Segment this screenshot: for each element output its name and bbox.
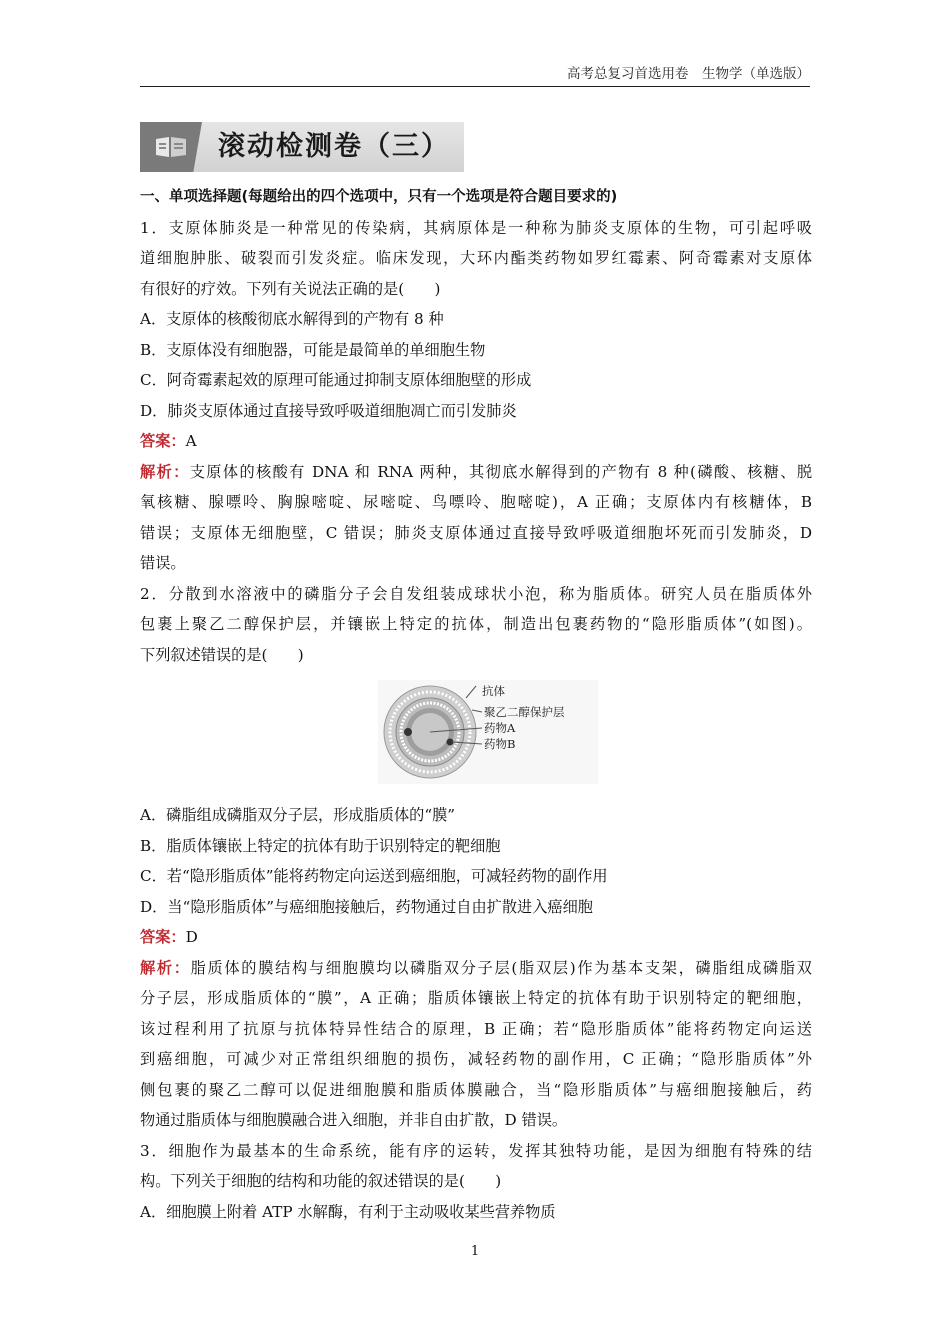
figure-label-antibody: 抗体 <box>482 684 505 698</box>
analysis-text: 支原体的核酸有 DNA 和 RNA 两种，其彻底水解得到的产物有 8 种(磷酸、核糖、脱 <box>189 462 813 481</box>
q1-option-b: B．支原体没有细胞器，可能是最简单的单细胞生物 <box>140 340 486 359</box>
answer-value: D <box>185 928 198 946</box>
q2-stem-line: 2．分散到水溶液中的磷脂分子会自发组装成球状小泡，称为脂质体。研究人员在脂质体外 <box>140 584 812 603</box>
answer-label: 答案： <box>140 432 186 450</box>
analysis-label: 解析： <box>140 958 191 977</box>
q2-analysis-line <box>140 953 812 984</box>
q1-analysis-line: 错误。 <box>140 554 186 572</box>
q3-stem-line: 构。下列关于细胞的结构和功能的叙述错误的是( ) <box>140 1172 502 1190</box>
liposome-figure <box>140 676 812 794</box>
figure-label-drug-b: 药物B <box>484 737 516 751</box>
q3-option-a: A．细胞膜上附着 ATP 水解酶，有利于主动吸收某些营养物质 <box>140 1202 556 1221</box>
q1-analysis-line: 错误；支原体无细胞壁，C 错误；肺炎支原体通过直接导致呼吸道细胞坏死而引发肺炎，D <box>140 523 812 542</box>
q1-option-a: A．支原体的核酸彻底水解得到的产物有 8 种 <box>140 310 444 328</box>
analysis-text: 脂质体的膜结构与细胞膜均以磷脂双分子层(脂双层)作为基本支架，磷脂组成磷脂双 <box>190 958 812 977</box>
q2-analysis-line: 到癌细胞，可减少对正常组织细胞的损伤，减轻药物的副作用，C 正确；“隐形脂质体”外 <box>140 1050 812 1068</box>
q2-analysis-line: 该过程利用了抗原与抗体特异性结合的原理，B 正确；若“隐形脂质体”能将药物定向运送 <box>140 1019 812 1038</box>
q1-analysis-line <box>140 457 812 488</box>
page-header <box>140 64 810 87</box>
q1-stem-line: 1．支原体肺炎是一种常见的传染病，其病原体是一种称为肺炎支原体的生物，可引起呼吸 <box>140 218 812 237</box>
q1-answer <box>140 426 812 457</box>
answer-value: A <box>185 432 197 450</box>
page-title: 滚动检测卷（三） <box>218 131 450 162</box>
page-number: 1 <box>470 1244 480 1259</box>
q2-answer <box>140 922 812 953</box>
q2-stem-line: 下列叙述错误的是( ) <box>140 645 304 664</box>
q1-stem-line: 道细胞肿胀、破裂而引发炎症。临床发现，大环内酯类药物如罗红霉素、阿奇霉素对支原体 <box>140 249 812 267</box>
answer-label: 答案： <box>140 928 186 946</box>
q3-stem-line: 3．细胞作为最基本的生命系统，能有序的运转，发挥其独特功能，是因为细胞有特殊的结 <box>140 1141 812 1160</box>
q2-analysis-line: 分子层，形成脂质体的“膜”，A 正确；脂质体镶嵌上特定的抗体有助于识别特定的靶细胞， <box>140 989 812 1007</box>
header-text: 高考总复习首选用卷 生物学（单选版） <box>567 66 810 82</box>
analysis-label: 解析： <box>140 462 190 481</box>
figure-label-peg: 聚乙二醇保护层 <box>484 705 565 719</box>
q1-analysis-line: 氧核糖、腺嘌呤、胸腺嘧啶、尿嘧啶、鸟嘌呤、胞嘧啶)，A 正确；支原体内有核糖体，B <box>140 493 812 511</box>
q2-option-c: C．若“隐形脂质体”能将药物定向运送到癌细胞，可减轻药物的副作用 <box>140 867 608 885</box>
liposome-diagram <box>378 680 598 784</box>
q2-option-a: A．磷脂组成磷脂双分子层，形成脂质体的“膜” <box>140 806 456 824</box>
q2-option-d: D．当“隐形脂质体”与癌细胞接触后，药物通过自由扩散进入癌细胞 <box>140 897 593 916</box>
section-title: 一、单项选择题(每题给出的四个选项中，只有一个选项是符合题目要求的) <box>140 189 618 205</box>
question-content <box>140 182 812 1227</box>
figure-label-drug-a: 药物A <box>484 721 516 735</box>
q1-option-d: D．肺炎支原体通过直接导致呼吸道细胞凋亡而引发肺炎 <box>140 401 517 420</box>
q2-option-b: B．脂质体镶嵌上特定的抗体有助于识别特定的靶细胞 <box>140 836 501 855</box>
q2-stem-line: 包裹上聚乙二醇保护层，并镶嵌上特定的抗体，制造出包裹药物的“隐形脂质体”(如图)。 <box>140 615 812 633</box>
q1-option-c: C．阿奇霉素起效的原理可能通过抑制支原体细胞壁的形成 <box>140 371 532 389</box>
q1-stem-line: 有很好的疗效。下列有关说法正确的是( ) <box>140 279 441 298</box>
book-tab-icon <box>154 135 188 159</box>
title-banner <box>140 122 464 172</box>
q2-analysis-line: 侧包裹的聚乙二醇可以促进细胞膜和脂质体膜融合，当“隐形脂质体”与癌细胞接触后，药 <box>140 1080 812 1099</box>
q2-analysis-line: 物通过脂质体与细胞膜融合进入细胞，并非自由扩散，D 错误。 <box>140 1111 568 1129</box>
